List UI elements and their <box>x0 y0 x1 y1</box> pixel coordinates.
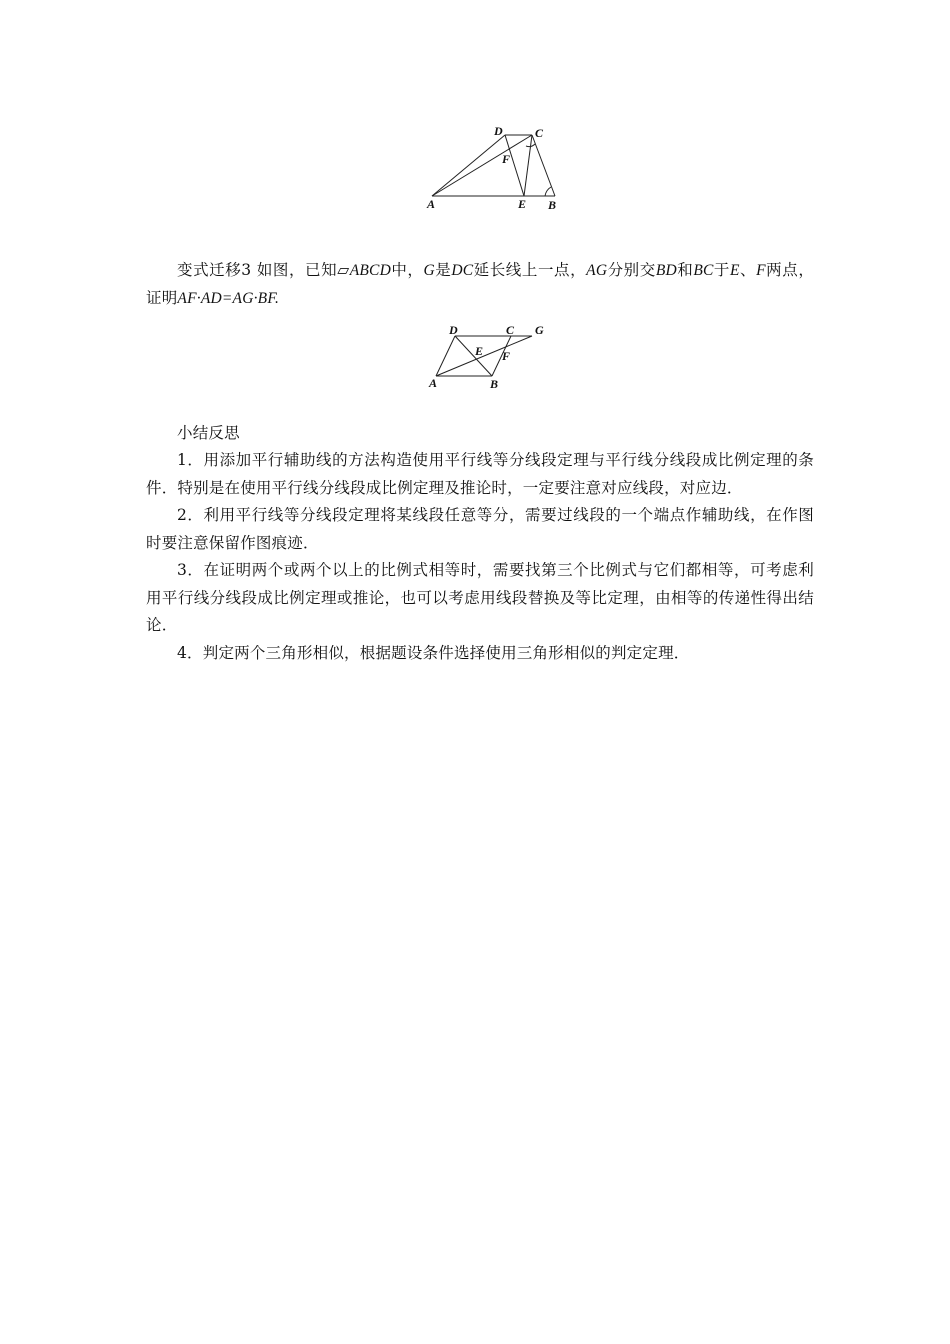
summary-item-3: 3．在证明两个或两个以上的比例式相等时，需要找第三个比例式与它们都相等，可考虑利用平行线分线段成比例定理或推论，也可以考虑用线段替换及等比定理，由相等的传递性得出结论． <box>146 561 814 634</box>
var-ag: AG <box>586 262 608 279</box>
label-a: A <box>427 197 436 211</box>
label-b-2: B <box>490 377 499 391</box>
exercise-3-text-3: 是 <box>434 261 452 279</box>
label-g-2: G <box>535 323 544 337</box>
summary-heading: 小结反思 <box>177 424 240 442</box>
label-c-2: C <box>506 323 515 337</box>
segment-bc <box>532 135 555 196</box>
var-f: F <box>756 262 766 279</box>
exercise-3-text-7: 于 <box>713 261 731 279</box>
exercise-3-paragraph <box>146 257 814 312</box>
label-c: C <box>535 126 544 140</box>
figure-trapezoid-svg <box>420 124 565 214</box>
exercise-3-text-9: 两点，证明 <box>146 261 815 307</box>
label-d: D <box>494 124 503 138</box>
label-e-2: E <box>475 344 484 358</box>
label-d-2: D <box>449 323 458 337</box>
segment-ad <box>432 135 505 196</box>
summary-item-4: 4．判定两个三角形相似，根据题设条件选择使用三角形相似的判定定理． <box>177 644 690 662</box>
var-dc: DC <box>451 262 474 279</box>
var-g: G <box>423 262 435 279</box>
label-f-2: F <box>502 349 511 363</box>
label-b: B <box>548 198 557 212</box>
label-f: F <box>502 152 511 166</box>
segment-ce <box>524 135 532 196</box>
exercise-3-text-2: 中， <box>390 261 424 279</box>
var-bd: BD <box>655 262 677 279</box>
exercise-3-title: 变式迁移3 <box>177 261 252 279</box>
var-abcd: ABCD <box>349 262 391 279</box>
summary-item-1: 1．用添加平行辅助线的方法构造使用平行线等分线段定理与平行线分线段成比例定理的条件．特别是在使用平行线分线段成比例定理及推论时，一定要注意对应线段，对应边． <box>146 451 814 497</box>
label-e: E <box>518 197 527 211</box>
segment-bd <box>455 336 492 376</box>
figure-parallelogram <box>424 320 554 392</box>
angle-mark-b <box>545 187 551 196</box>
figure-parallelogram-svg <box>424 320 554 392</box>
segment-ag <box>436 336 532 376</box>
equation: AF·AD=AG·BF. <box>177 289 280 307</box>
segment-ad-2 <box>436 336 455 376</box>
exercise-3-text-6: 和 <box>676 261 694 279</box>
summary-item-2: 2．利用平行线等分线段定理将某线段任意等分，需要过线段的一个端点作辅助线，在作图时要注意保留作图痕迹． <box>146 506 814 552</box>
var-e: E <box>730 262 740 279</box>
segment-ac <box>432 135 532 196</box>
exercise-3-text-5: 分别交 <box>607 261 656 279</box>
exercise-3-text-1: 如图，已知 <box>256 261 338 279</box>
exercise-3-text-4: 延长线上一点， <box>473 261 587 279</box>
exercise-3-text-8: 、 <box>739 261 757 279</box>
label-a-2: A <box>429 376 438 390</box>
figure-trapezoid <box>420 124 565 214</box>
parallelogram-symbol: ▱ <box>337 261 350 279</box>
var-bc: BC <box>693 262 714 279</box>
